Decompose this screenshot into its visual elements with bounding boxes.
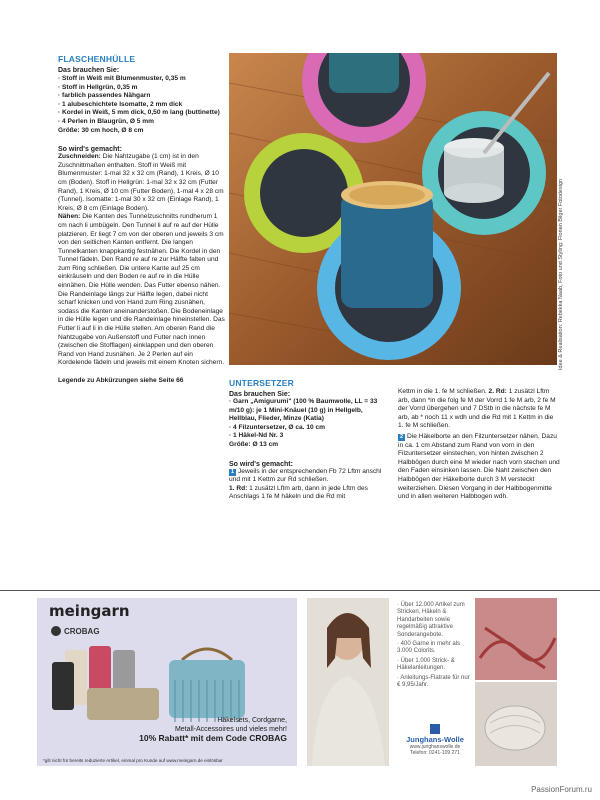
untersetzer-section (229, 378, 389, 502)
step-number-badge: 1 (230, 468, 235, 475)
material-item: · Stoff in Weiß mit Blumenmuster, 0,35 m (58, 75, 186, 82)
material-item: · 1 alubeschichtete Isomatte, 2 mm dick (58, 100, 183, 108)
untersetzer-size: Größe: Ø 13 cm (229, 440, 279, 448)
junghans-bullet: · Über 12.000 Artikel zum Stricken, Häkeln & Handarbeiten sowie regelmäßig attraktive Sonderangebote. (397, 602, 465, 638)
flaschenhuelle-section (58, 54, 226, 386)
material-item: · Kordel in Weiß, 5 mm dick, 0,50 m lang (buttinette) (58, 109, 220, 117)
material-item: · 4 Perlen in Blaugrün, Ø 5 mm (58, 117, 154, 125)
meingarn-ad-text: Häkelsets, Cordgarne, Metall-Accessoires und vieles mehr! 10% Rabatt* mit dem Code CROBAG (139, 717, 287, 743)
meingarn-logo: meingarn (49, 602, 130, 620)
junghans-bullet: · Über 1.000 Strick- & Häkelanleitungen. (397, 657, 455, 672)
footer-divider (0, 590, 600, 591)
junghans-logo-block (397, 724, 473, 756)
round-1-paragraph: 1. Rd: 1 zusätzl Lftm arb, dann in jede Lftm des Anschlags 1 fe M häkeln und die Rd mit (229, 484, 368, 501)
discount-code: 10% Rabatt* mit dem Code CROBAG (139, 733, 287, 743)
material-item: · Garn „Amigurumi" (100 % Baumwolle, LL = 33 m/10 g): je 1 Mini-Knäuel (10 g) in Hellgelb, Hellblau, Flieder, Minze (Katia) (229, 398, 378, 423)
material-item: · 4 Filzuntersetzer, Ø ca. 10 cm (229, 423, 326, 431)
untersetzer-title: UNTERSETZER (229, 378, 295, 388)
flaschenhuelle-needs-heading: Das brauchen Sie: (58, 67, 120, 74)
flaschenhuelle-title: FLASCHENHÜLLE (58, 54, 136, 64)
material-item: · farblich passendes Nähgarn (58, 92, 151, 100)
junghans-bullets (397, 602, 473, 689)
knitting-photos (475, 598, 557, 766)
coasters-photo-illustration (229, 53, 557, 365)
junghans-url: www.junghanswolle.de (409, 744, 461, 750)
junghans-logo: Junghans-Wolle (406, 735, 464, 744)
step-2-paragraph: 2 Die Häkelborte an den Filzuntersetzer nähen. Dazu in ca. 1 cm Abstand zum Rand von vorn in den Filzuntersetzer einstechen, von hinten zwischen 2 Halbbögen durch eine M wieder nach vorn stechen und den Faden einsinken lassen. Die Naht zwischen den Halbbögen der Häkelborte durch 3 M versteckt weiterziehen. Diesen Vorgang in der Halbbogenmitte und in allen weiteren Halbbogen wdh. (398, 432, 560, 501)
coasters-photo (229, 53, 557, 365)
junghans-logo-icon (430, 724, 440, 734)
flaschenhuelle-howto-heading: So wird's gemacht: (58, 146, 122, 154)
legend-note: Legende zu Abkürzungen siehe Seite 66 (58, 377, 184, 384)
flaschenhuelle-size: Größe: 30 cm hoch, Ø 8 cm (58, 126, 144, 134)
step-1-paragraph: 1 Jeweils in der entsprechenden Fb 72 Lftm anschl und mit 1 Kettm zur Rd schließen. (229, 467, 382, 484)
flaschenhuelle-materials (58, 75, 226, 127)
round-2-paragraph: Kettm in die 1. fe M schließen. 2. Rd: 1 zusätzl Lftm arb, dann *in die folg fe M der Vorrd 1 fe M arb, 2 fe M der Vorrd übergehen und 7 DStb in die nächste fe M arb, ab * noch 11 x wdh und die Rd mit 1 Kettm in die 1. fe M schließen. (398, 388, 556, 430)
ad-product-illustration (47, 640, 287, 724)
material-item: · Stoff in Hellgrün, 0,35 m (58, 83, 138, 91)
source-watermark: PassionForum.ru (531, 785, 592, 794)
model-photo (307, 598, 389, 766)
untersetzer-needs-heading: Das brauchen Sie: (229, 391, 291, 398)
zuschneiden-paragraph: Zuschneiden: Die Nahtzugabe (1 cm) ist in den Zuschnittmaßen enthalten. Stoff in Weiß mit Blumenmuster: 1-mal 32 x 32 cm (Rand), 1 Kreis, Ø 10 cm (Boden). Stoff in Hellgrün: 1-mal 32 x 32 cm (Futter Rand), 1 Kreis, Ø 10 cm (Futter Boden), 1-mal 4 x 28 cm (Tunnel). Isomatte: 1-mal 30 x 32 cm (Einlage Rand), 1 Kreis, Ø 8 cm (Einlage Boden). (58, 153, 224, 212)
naehen-paragraph: Nähen: Die Kanten des Tunnelzuschnitts rundherum 1 cm nach li umbügeln. Den Tunnel li auf re auf der Hülle platzieren. Er liegt 7 cm von der oberen und jeweils 3 cm von den seitlichen Kanten entfernt. Die langen Tunnelkanten knappkantig festnähen. Die Kordel in den Tunnel fädeln. Den Rand re auf re zur Hälfte falten und zum Ring schließen. Die untere Kante auf 25 cm einkräuseln und den Boden re auf re in die Hülle einnähen. Die Hülle wenden. Das Futter ebenso nähen. Die Randeinlage längs zur Hälfte legen, dabei nicht scharf knicken und von Hand zum Ring zusnähen, sodass die Kanten aneinanderstoßen. Die Bodeneinlage in die Hülle legen und die Randeinlage hineinstellen. Das Futter li auf li in die Hülle stellen. Am oberen Rand die Nahtzugabe von Außenstoff und Futter nach innen (zwischen die Stofflagen) einklappen und den oberen Rand von Hand zusnähen. Je 2 Perlen auf ein Kordelende fädeln und jeweils mit einem Knoten sichern. (58, 213, 225, 367)
untersetzer-howto-heading: So wird's gemacht: (229, 460, 293, 468)
crobag-logo: CROBAG (51, 626, 100, 636)
junghans-ad[interactable] (307, 598, 557, 766)
meingarn-footnote: *gilt nicht für bereits reduzierte Artikel, einmal pro Kunde auf www.meingarn.de einlösbar (43, 758, 223, 763)
junghans-phone: Telefon: 0241-109 271 (410, 750, 460, 756)
photo-credit: Idee & Realisation: Rebekka Naab, Foto und Styling: Florian Bilger Fotodesign (558, 178, 564, 370)
step-number-badge: 2 (399, 433, 404, 440)
junghans-bullet: · 400 Garne in mehr als 3.000 Colorits. (397, 641, 461, 655)
meingarn-ad[interactable] (37, 598, 297, 766)
junghans-bullet: · Anleitungs-Flatrate für nur € 9,95/Jahr. (397, 674, 470, 689)
material-item: · 1 Häkel-Nd Nr. 3 (229, 432, 284, 440)
untersetzer-continued (398, 388, 560, 502)
